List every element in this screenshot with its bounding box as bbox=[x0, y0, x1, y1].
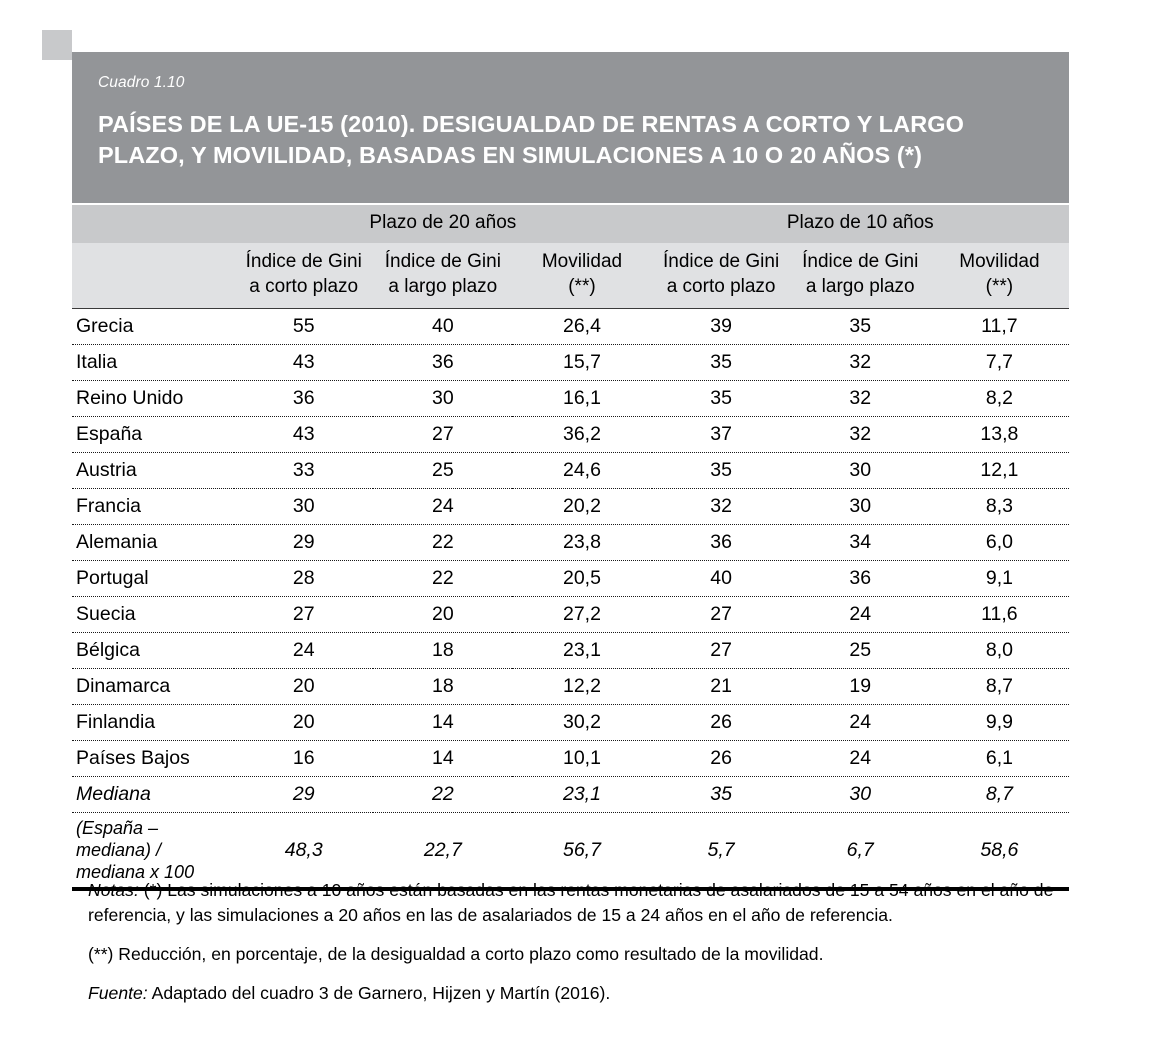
column-header-gini-corto-10 bbox=[652, 243, 791, 309]
table-cell: 58,6 bbox=[980, 838, 1019, 861]
column-header-movilidad-10 bbox=[930, 243, 1069, 309]
table-cell: 35 bbox=[652, 381, 791, 417]
table-cell: 26 bbox=[652, 705, 791, 741]
column-header-line-1: Movilidad bbox=[541, 251, 623, 272]
table-cell: 37 bbox=[652, 417, 791, 453]
row-label: Portugal bbox=[72, 561, 234, 597]
table-cell: 6,1 bbox=[930, 741, 1069, 777]
table-row bbox=[72, 705, 1069, 741]
table-cell: 30 bbox=[791, 489, 930, 525]
column-header-line-1: Índice de Gini bbox=[384, 251, 501, 272]
table-cell: 32 bbox=[791, 381, 930, 417]
table-cell: 23,1 bbox=[512, 777, 651, 813]
table-container bbox=[72, 205, 1069, 891]
table-cell: 29 bbox=[234, 525, 373, 561]
table-cell: 20 bbox=[234, 669, 373, 705]
table-cell: 8,7 bbox=[930, 777, 1069, 813]
table-row bbox=[72, 669, 1069, 705]
row-label: Reino Unido bbox=[72, 381, 234, 417]
table-number-label: Cuadro 1.10 bbox=[98, 74, 185, 91]
table-cell: 36 bbox=[791, 561, 930, 597]
table-cell: 27,2 bbox=[512, 597, 651, 633]
table-cell: 35 bbox=[652, 453, 791, 489]
table-row bbox=[72, 597, 1069, 633]
row-label: Mediana bbox=[72, 777, 234, 813]
column-header-line-2: a largo plazo bbox=[388, 275, 498, 297]
table-cell: 34 bbox=[791, 525, 930, 561]
table-cell: 22 bbox=[373, 777, 512, 813]
table-cell: 14 bbox=[373, 741, 512, 777]
table-cell: 32 bbox=[652, 489, 791, 525]
group-header-row bbox=[72, 205, 1069, 243]
table-cell: 22 bbox=[373, 525, 512, 561]
table-cell: 7,7 bbox=[930, 345, 1069, 381]
table-cell: 35 bbox=[791, 309, 930, 345]
table-row bbox=[72, 741, 1069, 777]
table-row bbox=[72, 381, 1069, 417]
table-cell: 24 bbox=[373, 489, 512, 525]
table-row bbox=[72, 453, 1069, 489]
table-cell: 29 bbox=[234, 777, 373, 813]
table-row bbox=[72, 777, 1069, 813]
notas-label: Notas: bbox=[88, 880, 139, 900]
table-cell: 10,1 bbox=[512, 741, 651, 777]
row-label: Finlandia bbox=[72, 705, 234, 741]
table-notes bbox=[88, 878, 1063, 1006]
table-cell: 33 bbox=[234, 453, 373, 489]
table-row bbox=[72, 561, 1069, 597]
table-cell: 32 bbox=[791, 345, 930, 381]
table-cell: 25 bbox=[373, 453, 512, 489]
note-double-asterisk: (**) Reducción, en porcentaje, de la desigualdad a corto plazo como resultado de la movilidad. bbox=[88, 943, 824, 964]
row-label: Grecia bbox=[72, 309, 234, 345]
table-cell: 8,0 bbox=[930, 633, 1069, 669]
table-cell: 22,7 bbox=[423, 838, 462, 861]
row-label: Austria bbox=[72, 453, 234, 489]
table-cell: 22 bbox=[373, 561, 512, 597]
column-header-line-1: Índice de Gini bbox=[663, 251, 780, 272]
notas-text: (*) Las simulaciones a 10 años están basadas en las rentas monetarias de asalariados de 15 a 54 años en el año de referencia, y las simulaciones a 20 años en las de asalariados de 15 a 24 años en el año de referencia. bbox=[88, 880, 1054, 925]
table-row bbox=[72, 309, 1069, 345]
table-cell: 20 bbox=[234, 705, 373, 741]
table-cell: 20,5 bbox=[512, 561, 651, 597]
table-cell: 24 bbox=[791, 741, 930, 777]
row-label: Italia bbox=[72, 345, 234, 381]
row-label: Países Bajos bbox=[72, 741, 234, 777]
table-cell: 28 bbox=[234, 561, 373, 597]
table-cell: 30 bbox=[791, 453, 930, 489]
table-cell: 48,3 bbox=[284, 838, 323, 861]
table-cell: 43 bbox=[234, 345, 373, 381]
column-header-line-2: a corto plazo bbox=[666, 275, 776, 297]
column-header-gini-largo-10 bbox=[791, 243, 930, 309]
table-cell: 6,7 bbox=[846, 838, 874, 861]
table-cell: 24,6 bbox=[512, 453, 651, 489]
row-label-computed: (España – mediana) / mediana x 100 bbox=[76, 818, 195, 883]
table-cell: 35 bbox=[652, 345, 791, 381]
table-cell: 14 bbox=[373, 705, 512, 741]
table-cell: 55 bbox=[234, 309, 373, 345]
table-row bbox=[72, 525, 1069, 561]
column-header-line-2: a corto plazo bbox=[249, 275, 359, 297]
table-cell: 32 bbox=[791, 417, 930, 453]
group-header-corner bbox=[72, 205, 234, 243]
table-cell: 43 bbox=[234, 417, 373, 453]
table-cell: 16,1 bbox=[512, 381, 651, 417]
table-cell: 23,8 bbox=[512, 525, 651, 561]
table-cell: 40 bbox=[373, 309, 512, 345]
data-table bbox=[72, 205, 1069, 887]
table-cell: 9,9 bbox=[930, 705, 1069, 741]
column-header-line-2: (**) bbox=[568, 275, 596, 297]
table-cell: 25 bbox=[791, 633, 930, 669]
table-cell: 11,6 bbox=[930, 597, 1069, 633]
table-cell: 24 bbox=[234, 633, 373, 669]
row-label: Bélgica bbox=[72, 633, 234, 669]
fuente-text: Adaptado del cuadro 3 de Garnero, Hijzen y Martín (2016). bbox=[147, 982, 611, 1003]
column-header-gini-largo-20 bbox=[373, 243, 512, 309]
row-label: Suecia bbox=[72, 597, 234, 633]
table-cell: 36 bbox=[652, 525, 791, 561]
group-header-10y: Plazo de 10 años bbox=[652, 205, 1069, 243]
table-cell: 6,0 bbox=[930, 525, 1069, 561]
table-cell: 30 bbox=[373, 381, 512, 417]
table-title: PAÍSES DE LA UE-15 (2010). DESIGUALDAD DE RENTAS A CORTO Y LARGO PLAZO, Y MOVILIDAD, BASADAS EN SIMULACIONES A 10 O 20 AÑOS (*) bbox=[98, 111, 965, 169]
table-cell: 9,1 bbox=[930, 561, 1069, 597]
table-cell: 26,4 bbox=[512, 309, 651, 345]
table-cell: 40 bbox=[652, 561, 791, 597]
table-cell: 36 bbox=[373, 345, 512, 381]
table-cell: 35 bbox=[652, 777, 791, 813]
column-header-line-2: (**) bbox=[985, 275, 1014, 297]
column-header-gini-corto-20 bbox=[234, 243, 373, 309]
table-head bbox=[72, 205, 1069, 309]
table-cell: 30 bbox=[234, 489, 373, 525]
table-cell: 16 bbox=[234, 741, 373, 777]
table-cell: 36,2 bbox=[512, 417, 651, 453]
table-cell: 13,8 bbox=[930, 417, 1069, 453]
table-cell: 27 bbox=[652, 597, 791, 633]
note-source bbox=[88, 981, 1063, 1006]
table-row bbox=[72, 489, 1069, 525]
table-cell: 27 bbox=[652, 633, 791, 669]
table-cell: 12,1 bbox=[930, 453, 1069, 489]
table-cell: 27 bbox=[234, 597, 373, 633]
row-label: Francia bbox=[72, 489, 234, 525]
table-banner bbox=[72, 52, 1069, 203]
table-body bbox=[72, 309, 1069, 888]
column-header-row bbox=[72, 243, 1069, 309]
column-header-line-2: a largo plazo bbox=[805, 275, 915, 297]
table-cell: 8,7 bbox=[930, 669, 1069, 705]
table-cell: 36 bbox=[234, 381, 373, 417]
row-label: Alemania bbox=[72, 525, 234, 561]
column-header-line-1: Índice de Gini bbox=[245, 251, 362, 272]
table-cell: 12,2 bbox=[512, 669, 651, 705]
column-header-corner bbox=[72, 243, 234, 309]
decorative-square bbox=[42, 30, 72, 60]
table-cell: 27 bbox=[373, 417, 512, 453]
column-header-movilidad-20 bbox=[512, 243, 651, 309]
table-cell: 8,3 bbox=[930, 489, 1069, 525]
table-cell: 18 bbox=[373, 633, 512, 669]
column-header-line-1: Movilidad bbox=[959, 251, 1040, 272]
table-cell: 5,7 bbox=[707, 838, 735, 861]
table-cell: 18 bbox=[373, 669, 512, 705]
table-cell: 30 bbox=[791, 777, 930, 813]
table-cell: 21 bbox=[652, 669, 791, 705]
table-row bbox=[72, 633, 1069, 669]
row-label: Dinamarca bbox=[72, 669, 234, 705]
table-cell: 24 bbox=[791, 705, 930, 741]
table-cell: 20,2 bbox=[512, 489, 651, 525]
table-cell: 30,2 bbox=[512, 705, 651, 741]
group-header-20y: Plazo de 20 años bbox=[234, 205, 651, 243]
table-row bbox=[72, 345, 1069, 381]
fuente-label: Fuente: bbox=[88, 982, 148, 1003]
table-cell: 24 bbox=[791, 597, 930, 633]
table-cell: 23,1 bbox=[512, 633, 651, 669]
row-label: España bbox=[72, 417, 234, 453]
note-asterisk bbox=[88, 878, 1063, 928]
table-cell: 8,2 bbox=[930, 381, 1069, 417]
table-cell: 56,7 bbox=[562, 838, 601, 861]
table-cell: 26 bbox=[652, 741, 791, 777]
table-cell: 11,7 bbox=[930, 309, 1069, 345]
table-cell: 15,7 bbox=[512, 345, 651, 381]
table-cell: 39 bbox=[652, 309, 791, 345]
table-row bbox=[72, 417, 1069, 453]
table-cell: 20 bbox=[373, 597, 512, 633]
column-header-line-1: Índice de Gini bbox=[802, 251, 919, 272]
table-row-computed bbox=[72, 813, 1069, 888]
table-cell: 19 bbox=[791, 669, 930, 705]
